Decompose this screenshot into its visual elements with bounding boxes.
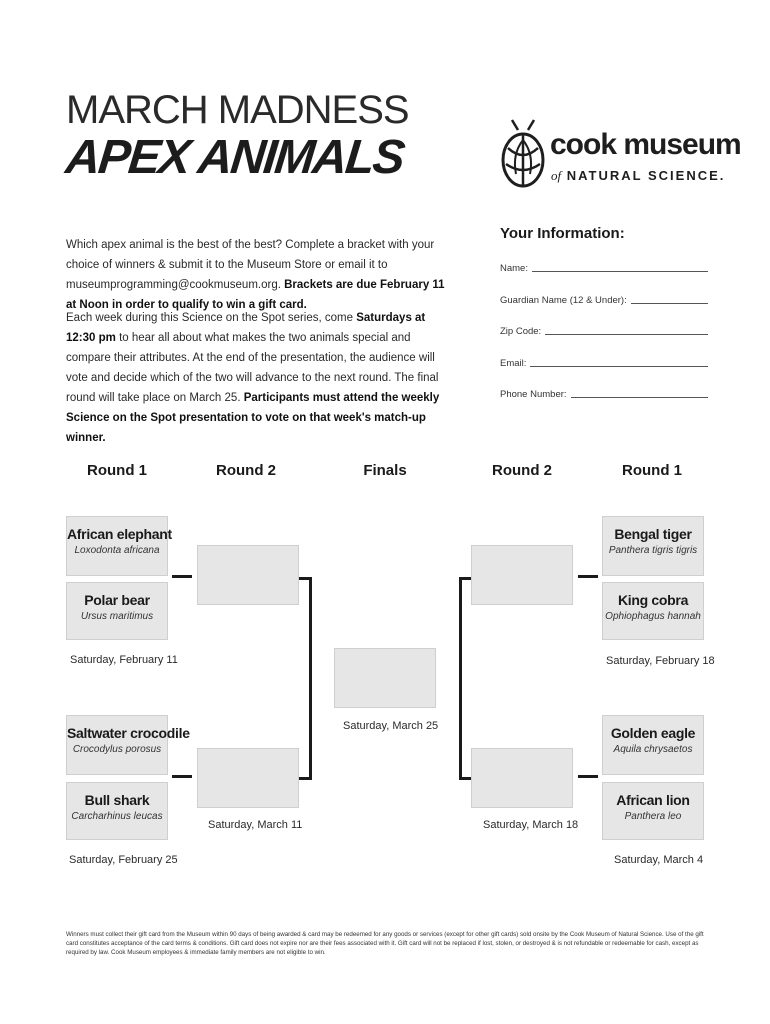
guardian-name-label: Guardian Name (12 & Under): <box>500 295 627 306</box>
date-right-top: Saturday, February 18 <box>606 655 715 667</box>
animal-scientific-name: Panthera tigris tigris <box>608 545 698 556</box>
schedule-text-a: Each week during this Science on the Spot series, come <box>66 312 354 324</box>
bracket-line <box>578 575 598 578</box>
schedule-requirement: Participants must attend the weekly Science on the Spot presentation to vote on that week's match-up winner. <box>66 392 440 444</box>
animal-card[interactable] <box>602 715 704 775</box>
bracket-line <box>459 577 462 780</box>
animal-name: Saltwater crocodile <box>67 725 190 741</box>
date-left-top: Saturday, February 11 <box>70 654 178 666</box>
right-round-2-bottom-slot[interactable] <box>471 748 573 808</box>
zip-code-label: Zip Code: <box>500 326 542 337</box>
bracket-line <box>172 575 192 578</box>
logo-name: cook museum <box>550 128 741 161</box>
fine-print: Winners must collect their gift card from the Museum within 90 days of being awarded & card may be redeemed for any goods or services (except for other gift cards) sold onsite by the Cook Museum of Natural Science. Use of the gift card constitutes acceptance of the card terms & conditions. Gift card does not expire nor are their fees associated with it. Gift card will not be replaced if lost, stolen, or destroyed & is not refundable or redeemable for cash, except as required by law. Cook Museum employees & immediate family members are not eligible to win. <box>66 931 704 956</box>
bracket-line <box>172 775 192 778</box>
guardian-name-field[interactable] <box>500 290 708 306</box>
animal-scientific-name: Panthera leo <box>624 811 682 822</box>
schedule-paragraph <box>66 308 456 448</box>
name-field[interactable] <box>500 258 708 274</box>
right-round-2-heading: Round 2 <box>492 462 552 479</box>
animal-card[interactable] <box>602 782 704 840</box>
schedule-time: Saturdays at 12:30 pm <box>66 312 426 344</box>
title-line-2: APEX ANIMALS <box>63 131 406 184</box>
animal-card[interactable] <box>66 516 172 576</box>
date-left-round-2: Saturday, March 11 <box>208 819 303 831</box>
animal-name: African elephant <box>67 526 172 542</box>
email-line[interactable] <box>530 366 708 367</box>
bracket-line <box>309 577 312 780</box>
left-round-2-top-slot[interactable] <box>197 545 299 605</box>
logo-of: of <box>551 168 562 183</box>
title-line-1: MARCH MADNESS <box>66 88 409 132</box>
animal-scientific-name: Carcharhinus leucas <box>71 811 163 822</box>
animal-scientific-name: Ophiophagus hannah <box>605 611 701 622</box>
animal-scientific-name: Loxodonta africana <box>74 545 160 556</box>
zip-code-field[interactable] <box>500 321 708 337</box>
phone-number-label: Phone Number: <box>500 389 567 400</box>
logo-sub-text: NATURAL SCIENCE. <box>566 168 726 183</box>
intro-text: Which apex animal is the best of the best? Complete a bracket with your choice of winners & submit it to the Museum Store or email it to museumprogramming@cookmuseum.org. <box>66 239 435 291</box>
right-round-1-heading: Round 1 <box>622 462 682 479</box>
phone-number-line[interactable] <box>571 397 708 398</box>
animal-name: King cobra <box>617 592 689 608</box>
date-finals: Saturday, March 25 <box>343 720 439 732</box>
phone-number-field[interactable] <box>500 384 708 400</box>
animal-card[interactable] <box>602 516 704 576</box>
animal-name: Polar bear <box>84 592 150 608</box>
name-line[interactable] <box>532 271 708 272</box>
email-field[interactable] <box>500 353 708 369</box>
schedule-text-b: to hear all about what makes the two animals special and compare their attributes. At the end of the presentation, the audience will vote and decide which of the two will advance to the next round. The final round will take place on March 25. <box>66 332 439 404</box>
guardian-name-line[interactable] <box>631 303 708 304</box>
date-right-round-2: Saturday, March 18 <box>483 819 579 831</box>
name-label: Name: <box>500 263 528 274</box>
right-round-2-top-slot[interactable] <box>471 545 573 605</box>
animal-name: African lion <box>616 792 690 808</box>
zip-code-line[interactable] <box>545 334 708 335</box>
intro-paragraph <box>66 235 456 315</box>
left-round-2-heading: Round 2 <box>216 462 276 479</box>
info-heading: Your Information: <box>500 225 625 242</box>
animal-card[interactable] <box>66 782 168 840</box>
date-left-bottom: Saturday, February 25 <box>69 854 178 866</box>
email-label: Email: <box>500 358 527 369</box>
museum-logo-icon <box>498 118 548 194</box>
animal-name: Bengal tiger <box>614 526 692 542</box>
bracket-line <box>578 775 598 778</box>
animal-card[interactable] <box>66 715 190 775</box>
animal-card[interactable] <box>602 582 704 640</box>
intro-deadline: Brackets are due February 11 at Noon in order to qualify to win a gift card. <box>66 279 445 311</box>
finals-heading: Finals <box>363 462 407 479</box>
date-right-bottom: Saturday, March 4 <box>614 854 704 866</box>
logo-subtitle <box>551 168 725 184</box>
left-round-2-bottom-slot[interactable] <box>197 748 299 808</box>
animal-name: Golden eagle <box>610 725 696 741</box>
animal-name: Bull shark <box>84 792 150 808</box>
animal-card[interactable] <box>66 582 168 640</box>
animal-scientific-name: Aquila chrysaetos <box>613 744 693 755</box>
left-round-1-heading: Round 1 <box>87 462 147 479</box>
animal-scientific-name: Crocodylus porosus <box>72 744 162 755</box>
finals-slot[interactable] <box>334 648 436 708</box>
animal-scientific-name: Ursus maritimus <box>80 611 154 622</box>
